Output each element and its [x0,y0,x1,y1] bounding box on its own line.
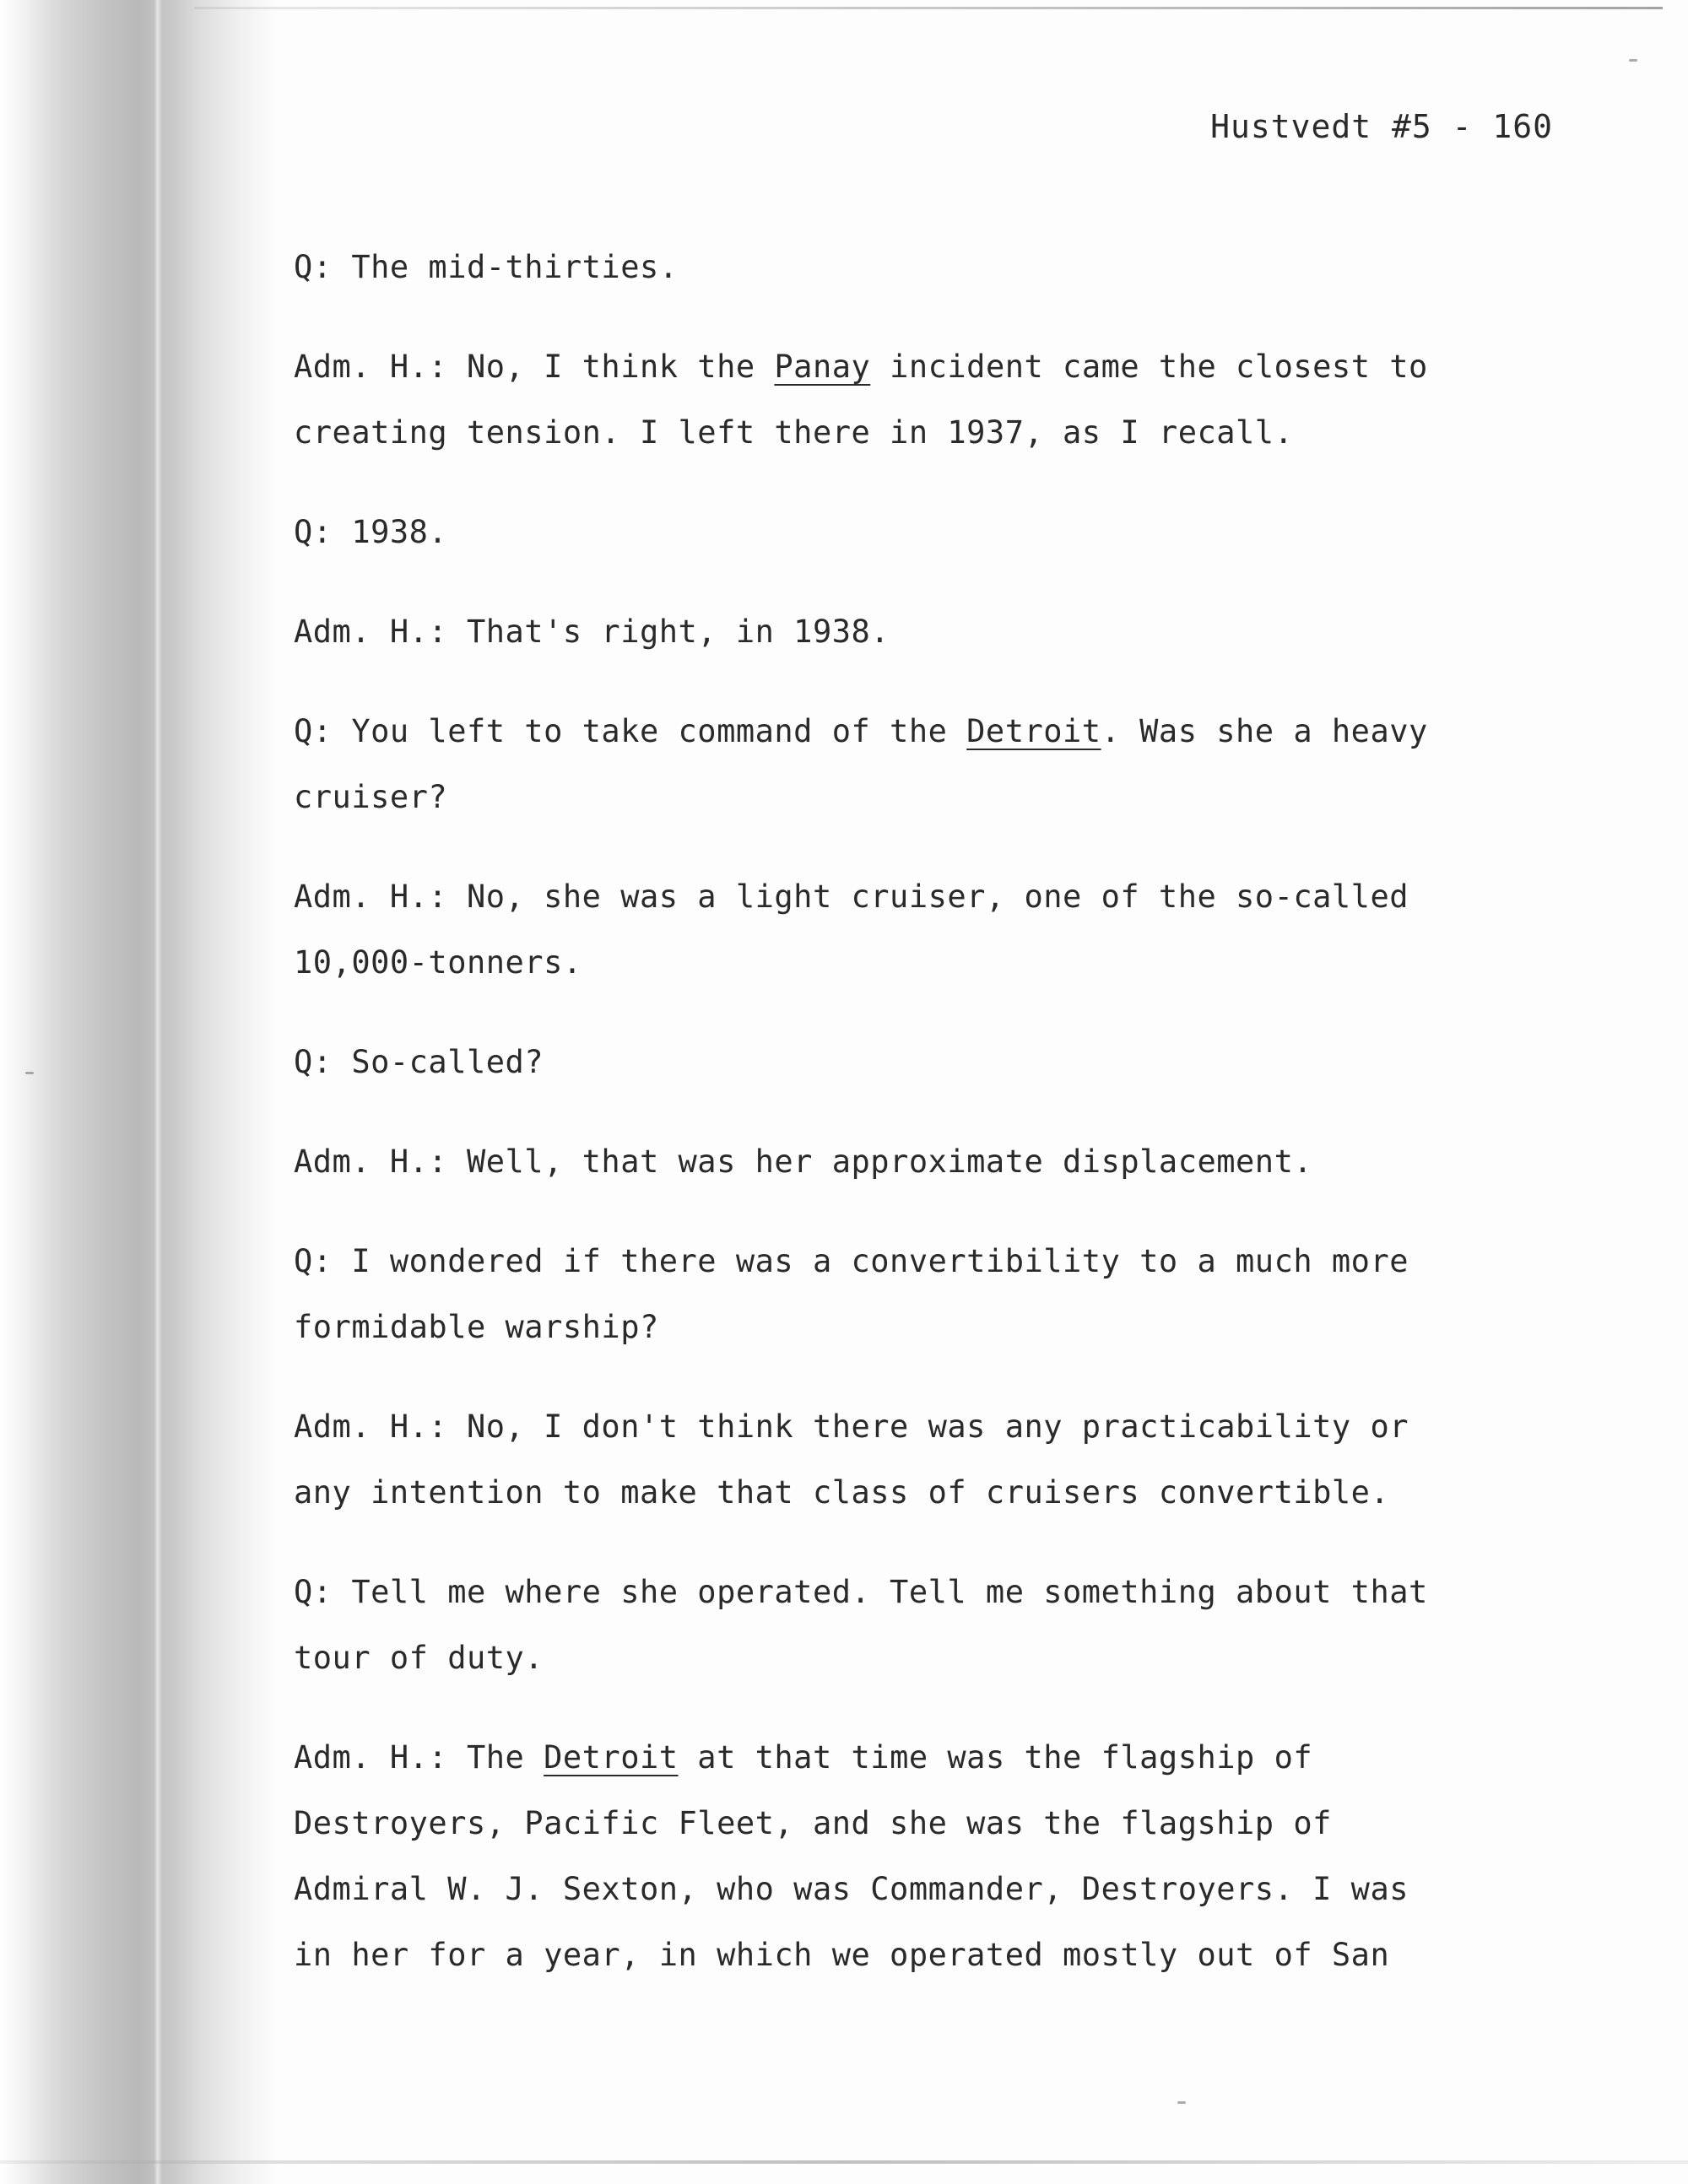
transcript-body [294,235,1543,2022]
transcript-line [294,1460,1543,1526]
text-run: Q: Tell me where she operated. Tell me something about that [294,1574,1428,1610]
text-run: Q: You left to take command of the [294,713,967,749]
transcript-paragraph [294,1725,1543,1988]
text-run: Admiral W. J. Sexton, who was Commander, Destroyers. I was [294,1871,1409,1907]
text-run: in her for a year, in which we operated mostly out of San [294,1937,1390,1973]
transcript-paragraph [294,864,1543,996]
text-run: Adm. H.: No, I don't think there was any practicability or [294,1408,1409,1445]
text-run: cruiser? [294,779,448,815]
transcript-line [294,1030,1543,1095]
transcript-line [294,1295,1543,1360]
text-run: Q: The mid-thirties. [294,249,679,285]
transcript-paragraph [294,1560,1543,1691]
transcript-line [294,1394,1543,1460]
transcript-line [294,1229,1543,1295]
transcript-line [294,400,1543,466]
ship-name-underlined: Detroit [544,1739,679,1776]
transcript-paragraph [294,334,1543,466]
text-run: Adm. H.: No, she was a light cruiser, one of the so-called [294,878,1409,915]
transcript-line [294,500,1543,565]
text-run: Adm. H.: That's right, in 1938. [294,614,890,650]
transcript-paragraph [294,1394,1543,1526]
text-run: 10,000-tonners. [294,944,582,981]
ship-name-underlined: Panay [774,349,871,385]
text-run: tour of duty. [294,1640,544,1676]
scan-speck [1629,59,1637,62]
text-run: any intention to make that class of cruisers convertible. [294,1474,1390,1511]
text-run: incident came the closest to [870,349,1428,385]
scan-speck [25,1072,34,1074]
transcript-line [294,1129,1543,1195]
page-top-edge [194,7,1663,9]
text-run: creating tension. I left there in 1937, as I recall. [294,414,1294,451]
page-header: Hustvedt #5 - 160 [1210,108,1553,145]
transcript-line [294,1857,1543,1922]
transcript-paragraph [294,1229,1543,1360]
transcript-line [294,699,1543,765]
text-run: Destroyers, Pacific Fleet, and she was the flagship of [294,1805,1332,1841]
page-bottom-edge [0,2160,1688,2164]
scan-speck [1177,2101,1186,2104]
text-run: at that time was the flagship of [678,1739,1313,1776]
text-run: Adm. H.: No, I think the [294,349,775,385]
text-run: Adm. H.: Well, that was her approximate displacement. [294,1143,1313,1180]
binding-fold [154,0,162,2184]
transcript-line [294,1560,1543,1625]
transcript-line [294,1922,1543,1988]
text-run: formidable warship? [294,1309,659,1345]
transcript-line [294,1791,1543,1857]
text-run: Q: 1938. [294,514,448,550]
transcript-paragraph [294,599,1543,665]
text-run: . Was she a heavy [1101,713,1428,749]
transcript-paragraph [294,1030,1543,1095]
transcript-paragraph [294,1129,1543,1195]
ship-name-underlined: Detroit [966,713,1101,749]
transcript-line [294,930,1543,996]
transcript-paragraph [294,699,1543,830]
transcript-line [294,1725,1543,1791]
transcript-line [294,765,1543,830]
transcript-line [294,1625,1543,1691]
text-run: Q: I wondered if there was a convertibility to a much more [294,1243,1409,1279]
transcript-paragraph [294,500,1543,565]
transcript-line [294,334,1543,400]
text-run: Q: So-called? [294,1044,544,1080]
transcript-paragraph [294,235,1543,300]
binding-shadow [0,0,279,2184]
transcript-line [294,599,1543,665]
text-run: Adm. H.: The [294,1739,544,1776]
transcript-line [294,864,1543,930]
transcript-line [294,235,1543,300]
